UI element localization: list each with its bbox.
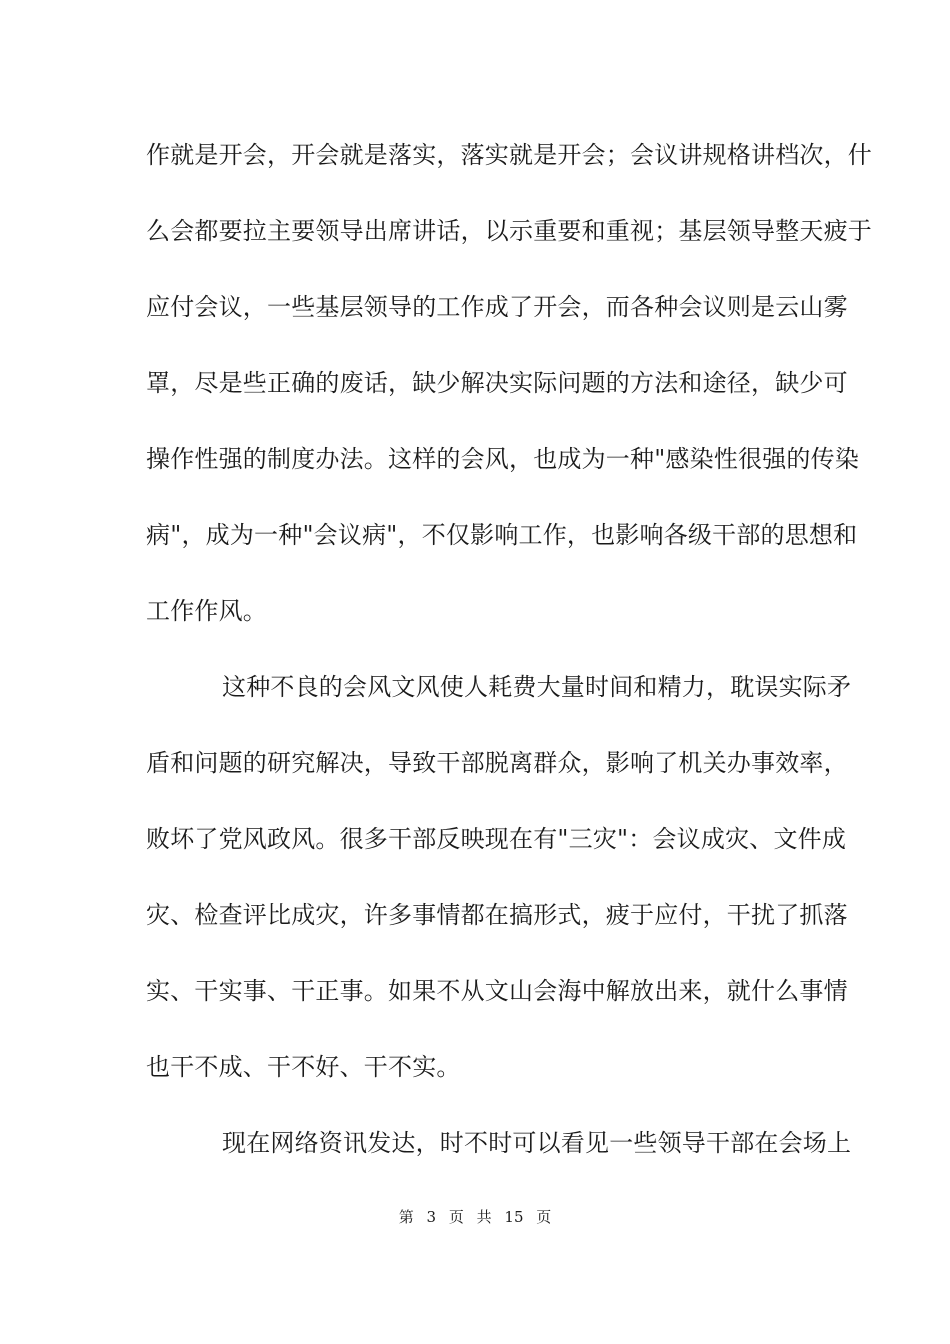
body-text-line: 败坏了党风政风。很多干部反映现在有"三灾"：会议成灾、文件成 — [146, 825, 847, 853]
body-text-line: 灾、检查评比成灾，许多事情都在搞形式，疲于应付，干扰了抓落 — [146, 901, 848, 929]
body-text-line: 实、干实事、干正事。如果不从文山会海中解放出来，就什么事情 — [146, 977, 848, 1005]
body-text-line: 这种不良的会风文风使人耗费大量时间和精力，耽误实际矛 — [222, 673, 852, 701]
body-text-line: 操作性强的制度办法。这样的会风，也成为一种"感染性很强的传染 — [146, 445, 860, 473]
body-text-line: 现在网络资讯发达，时不时可以看见一些领导干部在会场上 — [222, 1129, 852, 1157]
body-text-line: 罩，尽是些正确的废话，缺少解决实际问题的方法和途径，缺少可 — [146, 369, 848, 397]
footer-page-word: 页 — [448, 1208, 464, 1226]
body-text-line: 作就是开会，开会就是落实，落实就是开会；会议讲规格讲档次，什 — [146, 141, 872, 169]
body-text-line: 么会都要拉主要领导出席讲话，以示重要和重视；基层领导整天疲于 — [146, 217, 872, 245]
body-text-line: 工作作风。 — [146, 597, 267, 625]
footer-suffix: 页 — [536, 1208, 552, 1226]
body-text-line: 病"，成为一种"会议病"，不仅影响工作，也影响各级干部的思想和 — [146, 521, 858, 549]
body-text-line: 盾和问题的研究解决，导致干部脱离群众，影响了机关办事效率， — [146, 749, 848, 777]
footer-total-word: 共 — [476, 1208, 492, 1226]
footer-total-pages: 15 — [504, 1208, 524, 1226]
page-footer — [0, 1207, 950, 1227]
body-text-line: 也干不成、干不好、干不实。 — [146, 1053, 461, 1081]
footer-current-page: 3 — [426, 1208, 437, 1226]
body-text-line: 应付会议，一些基层领导的工作成了开会，而各种会议则是云山雾 — [146, 293, 848, 321]
footer-prefix: 第 — [398, 1208, 414, 1226]
